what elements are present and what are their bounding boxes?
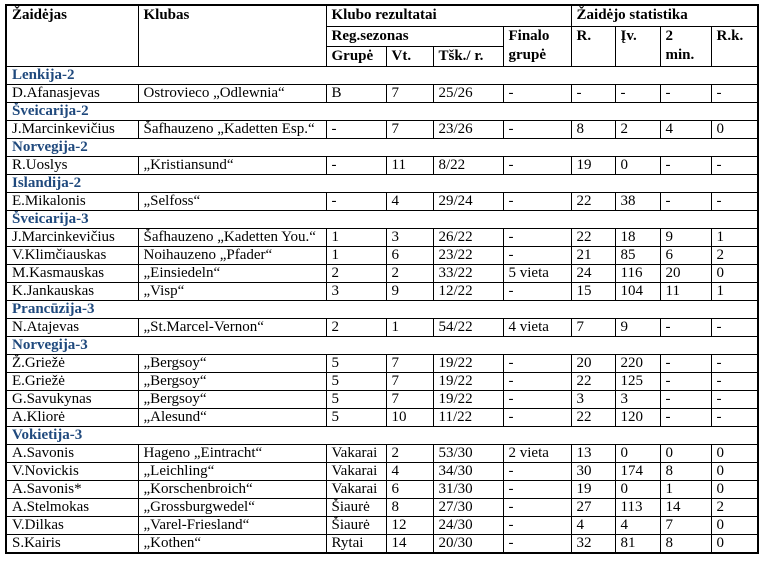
club-cell: „Einsiedeln“ — [138, 264, 326, 282]
group-cell: 5 — [326, 354, 386, 372]
table-row — [6, 462, 758, 480]
rk-cell: - — [711, 408, 758, 426]
points-cell: 54/22 — [433, 318, 503, 336]
player-cell: Ž.Griežė — [6, 354, 138, 372]
place-cell: 4 — [386, 462, 433, 480]
place-cell: 9 — [386, 282, 433, 300]
place-cell: 7 — [386, 372, 433, 390]
group-cell: 1 — [326, 228, 386, 246]
iv-cell: 120 — [615, 408, 660, 426]
table-row — [6, 408, 758, 426]
place-cell: 1 — [386, 318, 433, 336]
place-cell: 7 — [386, 84, 433, 102]
player-cell: M.Kasmauskas — [6, 264, 138, 282]
player-cell: E.Mikalonis — [6, 192, 138, 210]
place-cell: 2 — [386, 444, 433, 462]
group-cell: Rytai — [326, 534, 386, 553]
iv-cell: 113 — [615, 498, 660, 516]
table-row — [6, 318, 758, 336]
player-cell: G.Savukynas — [6, 390, 138, 408]
table-row — [6, 480, 758, 498]
player-cell: K.Jankauskas — [6, 282, 138, 300]
points-cell: 8/22 — [433, 156, 503, 174]
header-final-group: Finalo grupė — [503, 26, 571, 66]
header-player-stats: Žaidėjo statistika — [571, 5, 758, 26]
r-cell: 20 — [571, 354, 615, 372]
player-cell: A.Stelmokas — [6, 498, 138, 516]
club-cell: „St.Marcel-Vernon“ — [138, 318, 326, 336]
place-cell: 10 — [386, 408, 433, 426]
rk-cell: - — [711, 390, 758, 408]
final-group-cell: - — [503, 462, 571, 480]
r-cell: 8 — [571, 120, 615, 138]
group-cell: Vakarai — [326, 480, 386, 498]
group-cell: Šiaurė — [326, 498, 386, 516]
points-cell: 11/22 — [433, 408, 503, 426]
place-cell: 2 — [386, 264, 433, 282]
r-cell: 27 — [571, 498, 615, 516]
place-cell: 7 — [386, 390, 433, 408]
header-rk: R.k. — [711, 26, 758, 66]
section-row — [6, 174, 758, 192]
table-row — [6, 228, 758, 246]
player-cell: J.Marcinkevičius — [6, 120, 138, 138]
2min-cell: 8 — [660, 534, 711, 553]
iv-cell: 0 — [615, 444, 660, 462]
r-cell: 22 — [571, 408, 615, 426]
header-r: R. — [571, 26, 615, 66]
r-cell: 19 — [571, 156, 615, 174]
points-cell: 23/22 — [433, 246, 503, 264]
points-cell: 20/30 — [433, 534, 503, 553]
2min-cell: 8 — [660, 462, 711, 480]
iv-cell: 18 — [615, 228, 660, 246]
final-group-cell: 4 vieta — [503, 318, 571, 336]
header-2min — [660, 26, 711, 66]
player-cell: E.Griežė — [6, 372, 138, 390]
table-row — [6, 498, 758, 516]
section-label: Norvegija-3 — [6, 336, 758, 354]
rk-cell: 0 — [711, 120, 758, 138]
group-cell: Vakarai — [326, 462, 386, 480]
header-place: Vt. — [386, 46, 433, 66]
2min-cell: - — [660, 408, 711, 426]
table-row — [6, 372, 758, 390]
section-row — [6, 426, 758, 444]
table-body — [6, 66, 758, 553]
place-cell: 11 — [386, 156, 433, 174]
2min-cell: - — [660, 318, 711, 336]
group-cell: 2 — [326, 264, 386, 282]
2min-cell: - — [660, 192, 711, 210]
section-row — [6, 336, 758, 354]
place-cell: 7 — [386, 120, 433, 138]
player-cell: A.Savonis — [6, 444, 138, 462]
2min-cell: 6 — [660, 246, 711, 264]
club-cell: „Kristiansund“ — [138, 156, 326, 174]
place-cell: 14 — [386, 534, 433, 553]
final-group-cell: - — [503, 156, 571, 174]
iv-cell: 81 — [615, 534, 660, 553]
final-group-cell: - — [503, 120, 571, 138]
iv-cell: 125 — [615, 372, 660, 390]
place-cell: 3 — [386, 228, 433, 246]
2min-cell: 4 — [660, 120, 711, 138]
group-cell: B — [326, 84, 386, 102]
group-cell: Vakarai — [326, 444, 386, 462]
place-cell: 12 — [386, 516, 433, 534]
group-cell: 2 — [326, 318, 386, 336]
r-cell: 15 — [571, 282, 615, 300]
table-header — [6, 5, 758, 66]
players-stats-table — [5, 4, 759, 554]
final-group-cell: - — [503, 408, 571, 426]
iv-cell: 174 — [615, 462, 660, 480]
points-cell: 19/22 — [433, 372, 503, 390]
player-cell: A.Kliorė — [6, 408, 138, 426]
section-label: Norvegija-2 — [6, 138, 758, 156]
2min-cell: 11 — [660, 282, 711, 300]
r-cell: 24 — [571, 264, 615, 282]
group-cell: 5 — [326, 408, 386, 426]
rk-cell: 0 — [711, 444, 758, 462]
group-cell: 5 — [326, 390, 386, 408]
2min-cell: 7 — [660, 516, 711, 534]
points-cell: 27/30 — [433, 498, 503, 516]
place-cell: 8 — [386, 498, 433, 516]
header-2min-line1: 2 — [665, 27, 674, 44]
rk-cell: - — [711, 372, 758, 390]
table-row — [6, 192, 758, 210]
r-cell: 7 — [571, 318, 615, 336]
group-cell: 1 — [326, 246, 386, 264]
table-row — [6, 390, 758, 408]
club-cell: „Grossburgwedel“ — [138, 498, 326, 516]
group-cell: Šiaurė — [326, 516, 386, 534]
table-row — [6, 534, 758, 553]
iv-cell: 0 — [615, 156, 660, 174]
points-cell: 19/22 — [433, 390, 503, 408]
iv-cell: 85 — [615, 246, 660, 264]
iv-cell: 4 — [615, 516, 660, 534]
section-label: Šveicarija-2 — [6, 102, 758, 120]
final-group-cell: - — [503, 498, 571, 516]
player-cell: N.Atajevas — [6, 318, 138, 336]
2min-cell: - — [660, 156, 711, 174]
iv-cell: - — [615, 84, 660, 102]
2min-cell: 1 — [660, 480, 711, 498]
rk-cell: 1 — [711, 228, 758, 246]
club-cell: „Leichling“ — [138, 462, 326, 480]
section-row — [6, 66, 758, 84]
club-cell: „Varel-Friesland“ — [138, 516, 326, 534]
points-cell: 53/30 — [433, 444, 503, 462]
group-cell: - — [326, 120, 386, 138]
club-cell: Šafhauzeno „Kadetten Esp.“ — [138, 120, 326, 138]
place-cell: 7 — [386, 354, 433, 372]
iv-cell: 9 — [615, 318, 660, 336]
header-2min-line2: min. — [665, 46, 695, 63]
header-club-results: Klubo rezultatai — [326, 5, 571, 26]
2min-cell: 9 — [660, 228, 711, 246]
header-points: Tšk./ r. — [433, 46, 503, 66]
player-cell: R.Uoslys — [6, 156, 138, 174]
final-group-cell: - — [503, 228, 571, 246]
r-cell: 32 — [571, 534, 615, 553]
points-cell: 34/30 — [433, 462, 503, 480]
points-cell: 29/24 — [433, 192, 503, 210]
iv-cell: 3 — [615, 390, 660, 408]
r-cell: 30 — [571, 462, 615, 480]
section-row — [6, 138, 758, 156]
club-cell: Noihauzeno „Pfader“ — [138, 246, 326, 264]
table-row — [6, 120, 758, 138]
header-row-1 — [6, 5, 758, 26]
player-cell: V.Dilkas — [6, 516, 138, 534]
rk-cell: 0 — [711, 264, 758, 282]
rk-cell: - — [711, 318, 758, 336]
club-cell: „Korschenbroich“ — [138, 480, 326, 498]
table-row — [6, 264, 758, 282]
2min-cell: 14 — [660, 498, 711, 516]
header-group: Grupė — [326, 46, 386, 66]
r-cell: 3 — [571, 390, 615, 408]
club-cell: „Visp“ — [138, 282, 326, 300]
club-cell: „Kothen“ — [138, 534, 326, 553]
table-row — [6, 84, 758, 102]
rk-cell: 0 — [711, 462, 758, 480]
2min-cell: - — [660, 354, 711, 372]
club-cell: „Bergsoy“ — [138, 354, 326, 372]
r-cell: - — [571, 84, 615, 102]
points-cell: 12/22 — [433, 282, 503, 300]
player-cell: V.Novickis — [6, 462, 138, 480]
place-cell: 4 — [386, 192, 433, 210]
header-iv: Įv. — [615, 26, 660, 66]
final-group-cell: - — [503, 516, 571, 534]
table-row — [6, 444, 758, 462]
group-cell: 3 — [326, 282, 386, 300]
club-cell: „Bergsoy“ — [138, 372, 326, 390]
club-cell: „Alesund“ — [138, 408, 326, 426]
group-cell: - — [326, 156, 386, 174]
section-label: Prancūzija-3 — [6, 300, 758, 318]
r-cell: 22 — [571, 228, 615, 246]
r-cell: 22 — [571, 192, 615, 210]
player-cell: D.Afanasjevas — [6, 84, 138, 102]
2min-cell: - — [660, 390, 711, 408]
final-group-cell: - — [503, 390, 571, 408]
player-cell: A.Savonis* — [6, 480, 138, 498]
table-row — [6, 246, 758, 264]
rk-cell: 1 — [711, 282, 758, 300]
points-cell: 19/22 — [433, 354, 503, 372]
2min-cell: - — [660, 372, 711, 390]
final-group-cell: - — [503, 372, 571, 390]
player-cell: V.Klimčiauskas — [6, 246, 138, 264]
header-reg-season: Reg.sezonas — [326, 26, 503, 46]
2min-cell: 0 — [660, 444, 711, 462]
final-group-cell: 2 vieta — [503, 444, 571, 462]
header-club: Klubas — [138, 5, 326, 66]
r-cell: 22 — [571, 372, 615, 390]
points-cell: 24/30 — [433, 516, 503, 534]
final-group-cell: - — [503, 480, 571, 498]
2min-cell: 20 — [660, 264, 711, 282]
final-group-cell: - — [503, 354, 571, 372]
club-cell: Hageno „Eintracht“ — [138, 444, 326, 462]
section-row — [6, 300, 758, 318]
group-cell: 5 — [326, 372, 386, 390]
points-cell: 23/26 — [433, 120, 503, 138]
section-label: Lenkija-2 — [6, 66, 758, 84]
table-row — [6, 282, 758, 300]
final-group-cell: 5 vieta — [503, 264, 571, 282]
club-cell: „Bergsoy“ — [138, 390, 326, 408]
rk-cell: - — [711, 192, 758, 210]
final-group-cell: - — [503, 246, 571, 264]
header-player: Žaidėjas — [6, 5, 138, 66]
section-label: Vokietija-3 — [6, 426, 758, 444]
section-label: Islandija-2 — [6, 174, 758, 192]
r-cell: 19 — [571, 480, 615, 498]
section-row — [6, 102, 758, 120]
iv-cell: 38 — [615, 192, 660, 210]
table-row — [6, 156, 758, 174]
iv-cell: 220 — [615, 354, 660, 372]
place-cell: 6 — [386, 246, 433, 264]
iv-cell: 104 — [615, 282, 660, 300]
final-group-cell: - — [503, 84, 571, 102]
iv-cell: 116 — [615, 264, 660, 282]
points-cell: 31/30 — [433, 480, 503, 498]
r-cell: 21 — [571, 246, 615, 264]
points-cell: 33/22 — [433, 264, 503, 282]
rk-cell: - — [711, 156, 758, 174]
rk-cell: 0 — [711, 480, 758, 498]
2min-cell: - — [660, 84, 711, 102]
iv-cell: 0 — [615, 480, 660, 498]
table-row — [6, 354, 758, 372]
place-cell: 6 — [386, 480, 433, 498]
r-cell: 13 — [571, 444, 615, 462]
final-group-cell: - — [503, 192, 571, 210]
rk-cell: 0 — [711, 516, 758, 534]
final-group-cell: - — [503, 282, 571, 300]
final-group-cell: - — [503, 534, 571, 553]
rk-cell: 0 — [711, 534, 758, 553]
section-label: Šveicarija-3 — [6, 210, 758, 228]
player-cell: S.Kairis — [6, 534, 138, 553]
r-cell: 4 — [571, 516, 615, 534]
rk-cell: 2 — [711, 246, 758, 264]
iv-cell: 2 — [615, 120, 660, 138]
group-cell: - — [326, 192, 386, 210]
rk-cell: - — [711, 84, 758, 102]
section-row — [6, 210, 758, 228]
table-row — [6, 516, 758, 534]
club-cell: Šafhauzeno „Kadetten You.“ — [138, 228, 326, 246]
points-cell: 26/22 — [433, 228, 503, 246]
rk-cell: - — [711, 354, 758, 372]
club-cell: Ostrovieco „Odlewnia“ — [138, 84, 326, 102]
rk-cell: 2 — [711, 498, 758, 516]
player-cell: J.Marcinkevičius — [6, 228, 138, 246]
points-cell: 25/26 — [433, 84, 503, 102]
club-cell: „Selfoss“ — [138, 192, 326, 210]
